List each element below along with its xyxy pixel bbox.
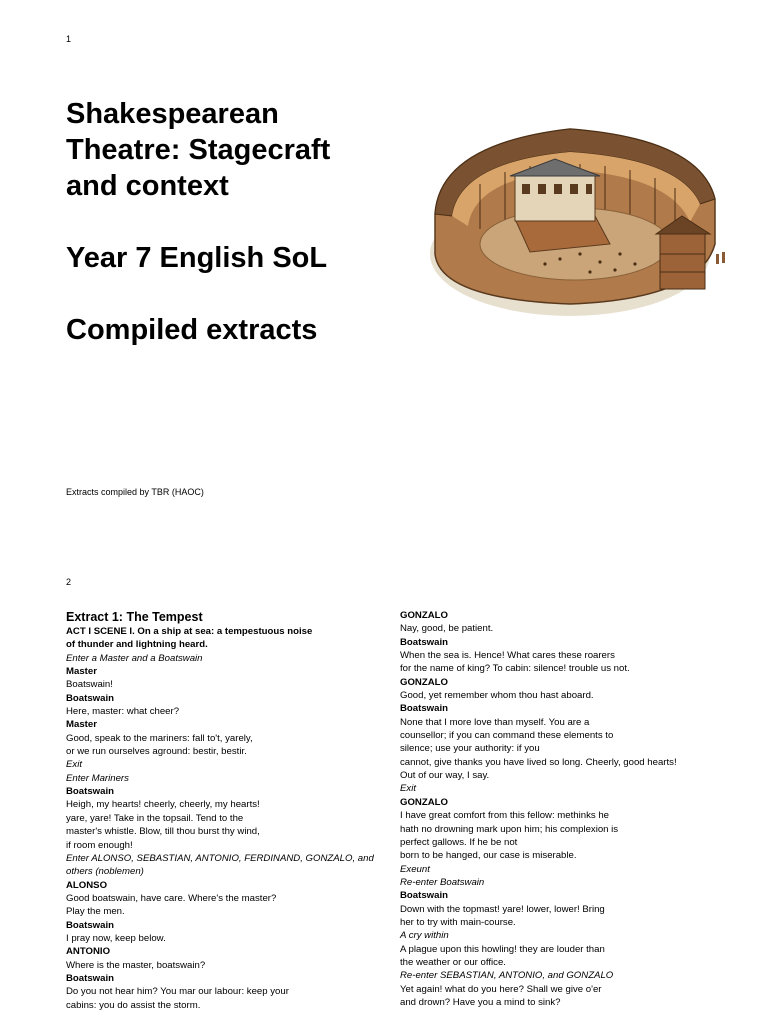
left-text-column [66,609,396,1012]
document-title [66,96,396,204]
dialogue-line: master's whistle. Blow, till thou burst thy wind, [66,826,260,838]
dialogue-line: Here, master: what cheer? [66,706,180,718]
dialogue-line: and drown? Have you a mind to sink? [400,996,561,1008]
dialogue-line: Good, yet remember whom thou hast aboard. [400,690,594,702]
dialogue-line: I have great comfort from this fellow: methinks he [400,810,610,822]
dialogue-line: perfect gallows. If he be not [400,836,518,848]
dialogue-line: for the name of king? To cabin: silence! trouble us not. [400,663,630,675]
page-number-2: 2 [66,577,72,587]
dialogue-line: I pray now, keep below. [66,932,166,944]
page-number-1: 1 [66,34,72,44]
stage-direction: others (noblemen) [66,866,144,878]
speaker-name: GONZALO [400,796,448,808]
dialogue-line: Nay, good, be patient. [400,623,494,635]
extract-title: Extract 1: The Tempest [66,610,203,624]
speaker-name: Master [66,666,97,678]
speaker-name: ACT I SCENE I. On a ship at sea: a tempestuous noise [66,626,313,637]
speaker-name: GONZALO [400,610,448,621]
dialogue-line: the weather or our office. [400,956,506,968]
dialogue-line: Yet again! what do you here? Shall we give o'er [400,983,602,995]
speaker-name: of thunder and lightning heard. [66,639,208,651]
dialogue-line: Where is the master, boatswain? [66,959,206,971]
dialogue-line: Good boatswain, have care. Where's the master? [66,892,277,904]
speaker-name: Boatswain [66,919,114,931]
title-line-3: and context [66,170,229,202]
dialogue-line: Do you not hear him? You mar our labour: keep your [66,986,289,998]
stage-direction: Re-enter SEBASTIAN, ANTONIO, and GONZALO [400,970,614,982]
speaker-name: Master [66,719,97,731]
speaker-name: Boatswain [400,703,448,715]
dialogue-line: hath no drowning mark upon him; his complexion is [400,823,619,835]
dialogue-line: or we run ourselves aground: bestir, bestir. [66,746,247,758]
dialogue-line: cannot, give thanks you have lived so long. Cheerly, good hearts! [400,756,677,768]
compiler-credit: Extracts compiled by TBR (HAOC) [66,487,204,497]
stage-direction: Exeunt [400,863,430,875]
speaker-name: Boatswain [400,890,448,902]
dialogue-line: Play the men. [66,906,125,918]
speaker-name: Boatswain [66,692,114,704]
stage-direction: Exit [66,759,82,771]
dialogue-line: yare, yare! Take in the topsail. Tend to the [66,812,244,824]
right-text-column [400,609,730,1009]
speaker-name: ANTONIO [66,946,111,958]
dialogue-line: cabins: you do assist the storm. [66,999,201,1011]
speaker-name: ALONSO [66,879,108,891]
dialogue-line: Boatswain! [66,679,113,691]
dialogue-line: When the sea is. Hence! What cares these roarers [400,650,615,662]
stage-direction: Enter Mariners [66,772,129,784]
speaker-name: Boatswain [66,972,114,984]
title-line-2: Theatre: Stagecraft [66,134,331,166]
stage-direction: A cry within [400,930,449,942]
dialogue-line: born to be hanged, our case is miserable. [400,850,577,862]
dialogue-line: silence; use your authority: if you [400,743,540,755]
dialogue-line: Heigh, my hearts! cheerly, cheerly, my hearts! [66,799,260,811]
stage-direction: Re-enter Boatswain [400,876,485,888]
dialogue-line: Good, speak to the mariners: fall to't, yarely, [66,732,253,744]
dialogue-line: counsellor; if you can command these elements to [400,730,614,742]
speaker-name: Boatswain [400,636,448,648]
document-subtitle: Year 7 English SoL [66,242,328,274]
dialogue-line: None that I more love than myself. You are a [400,716,590,728]
stage-direction: Exit [400,783,416,795]
speaker-name: GONZALO [400,676,448,688]
document-subtitle-2: Compiled extracts [66,314,318,346]
dialogue-line: Out of our way, I say. [400,770,490,782]
dialogue-line: if room enough! [66,839,133,851]
stage-direction: Enter a Master and a Boatswain [66,652,203,664]
title-line-1: Shakespearean [66,98,279,130]
globe-theatre-illustration [420,104,730,322]
stage-direction: Enter ALONSO, SEBASTIAN, ANTONIO, FERDINAND, GONZALO, and [66,852,374,864]
dialogue-line: Down with the topmast! yare! lower, lower! Bring [400,903,605,915]
dialogue-line: her to try with main-course. [400,916,516,928]
dialogue-line: A plague upon this howling! they are louder than [400,943,605,955]
speaker-name: Boatswain [66,786,114,798]
